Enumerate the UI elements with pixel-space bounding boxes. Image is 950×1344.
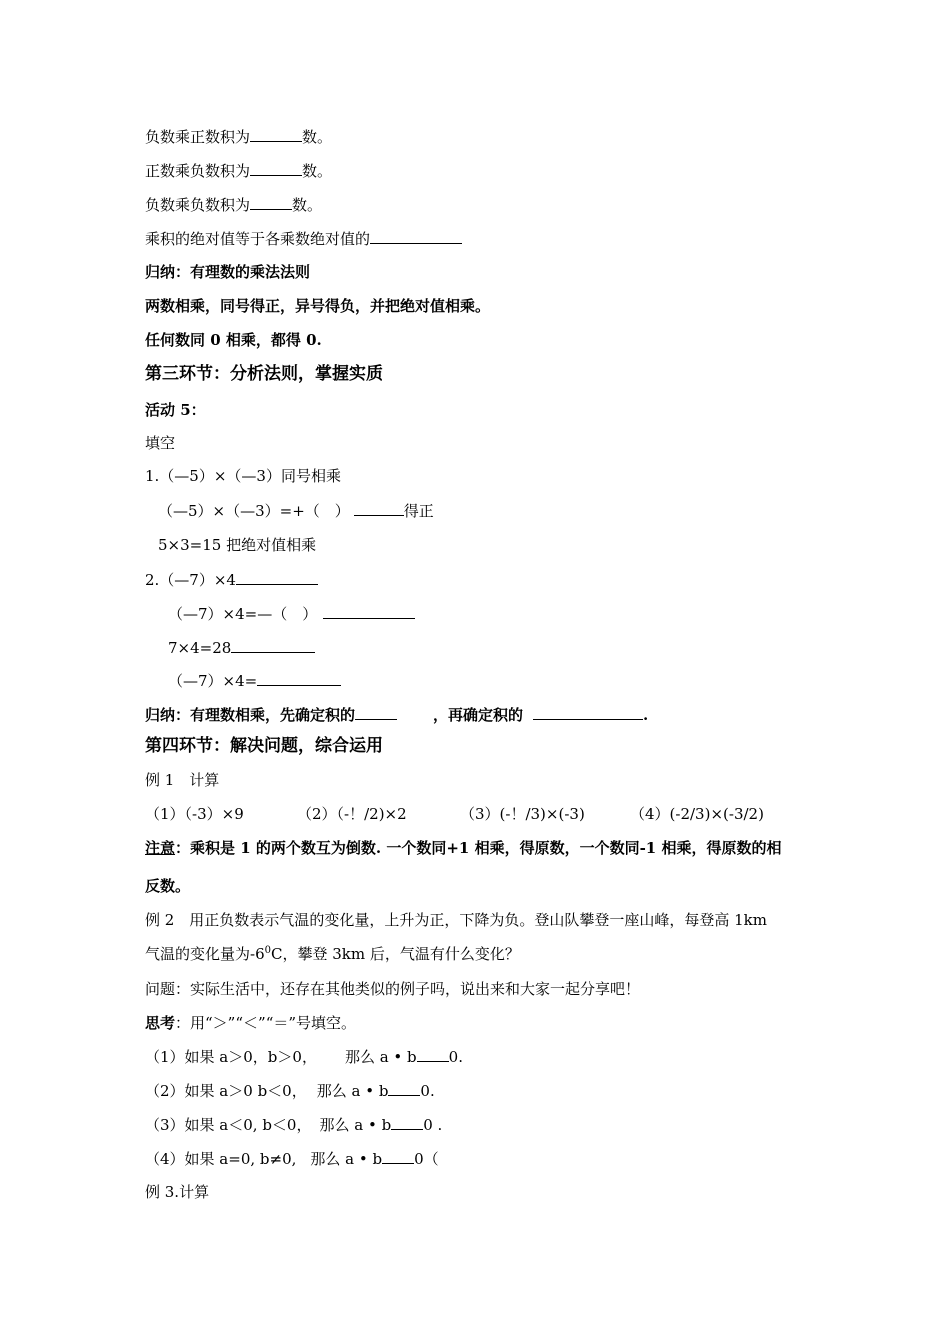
note-reciprocal: 注意：乘积是 1 的两个数互为倒数. 一个数同+1 相乘，得原数，一个数同-1 相乘，得原数的相 bbox=[145, 839, 782, 857]
activity-five: 活动 5： bbox=[145, 401, 206, 419]
fill-blank[interactable] bbox=[250, 194, 292, 210]
question-2: 2.（—7）×4 bbox=[145, 569, 318, 590]
line-positive-times-negative: 正数乘负数积为 数。 bbox=[145, 162, 333, 180]
example-1-item-4: （4）(-2/3)×(-3/2) bbox=[630, 805, 764, 823]
fill-blank[interactable] bbox=[391, 1114, 423, 1130]
rule-same-sign: 两数相乘，同号得正，异号得负，并把绝对值相乘。 bbox=[145, 297, 491, 315]
fill-blank[interactable] bbox=[533, 704, 643, 720]
example-2-line-1: 例 2 用正负数表示气温的变化量，上升为正，下降为负。登山队攀登一座山峰，每登高 1km bbox=[145, 911, 767, 929]
fill-blank[interactable] bbox=[323, 603, 415, 619]
question-1-step-a: （—5）×（—3）=+（ ） 得正 bbox=[158, 502, 434, 520]
think-item-3: （3）如果 a＜0, b＜0， 那么 a • b 0 . bbox=[145, 1116, 443, 1134]
section-four-title: 第四环节：解决问题，综合运用 bbox=[145, 736, 383, 756]
fill-blank[interactable] bbox=[388, 1080, 420, 1096]
fill-blank[interactable] bbox=[250, 126, 302, 142]
question-real-life: 问题：实际生活中，还存在其他类似的例子吗，说出来和大家一起分享吧！ bbox=[145, 980, 641, 998]
line-absolute-value: 乘积的绝对值等于各乘数绝对值的 bbox=[145, 228, 462, 249]
question-1-step-b: 5×3=15 把绝对值相乘 bbox=[158, 536, 317, 554]
example-1-item-3: （3）(-！/3)×(-3) bbox=[460, 805, 585, 823]
fill-blank[interactable] bbox=[355, 704, 397, 720]
example-1-title: 例 1 计算 bbox=[145, 771, 220, 789]
example-1-item-2: （2）（-！/2)×2 bbox=[297, 805, 407, 823]
think-item-4: （4）如果 a=0, b≠0, 那么 a • b 0（ bbox=[145, 1150, 439, 1168]
line-negative-times-negative: 负数乘负数积为 数。 bbox=[145, 196, 323, 214]
question-2-step-c: （—7）×4= bbox=[168, 670, 341, 691]
summary-heading: 归纳：有理数的乘法法则 bbox=[145, 263, 311, 281]
question-1: 1.（—5）×（—3）同号相乘 bbox=[145, 467, 341, 485]
fill-blank[interactable] bbox=[231, 637, 315, 653]
note-continuation: 反数。 bbox=[145, 877, 191, 895]
think-item-1: （1）如果 a＞0，b＞0， 那么 a • b 0. bbox=[145, 1048, 463, 1066]
rule-zero: 任何数同 0 相乘，都得 0. bbox=[145, 331, 322, 349]
fill-blank[interactable] bbox=[354, 500, 404, 516]
fill-blank[interactable] bbox=[250, 160, 302, 176]
fill-blank[interactable] bbox=[382, 1148, 414, 1164]
line-negative-times-positive: 负数乘正数积为 数。 bbox=[145, 128, 333, 146]
question-2-step-a: （—7）×4=—（ ） bbox=[168, 603, 415, 624]
example-3-title: 例 3.计算 bbox=[145, 1183, 210, 1201]
fill-blank[interactable] bbox=[417, 1046, 449, 1062]
think-item-2: （2）如果 a＞0 b＜0， 那么 a • b 0. bbox=[145, 1082, 435, 1100]
example-2-line-2: 气温的变化量为$-6^0C$，攀登 3km 后，气温有什么变化？ bbox=[145, 945, 520, 963]
example-1-item-1: （1）（-3）×9 bbox=[145, 805, 244, 823]
fill-in-label: 填空 bbox=[145, 434, 176, 452]
summary-sign-then-value: 归纳：有理数相乘，先确定积的 ，再确定积的 . bbox=[145, 706, 649, 724]
fill-blank[interactable] bbox=[370, 228, 462, 244]
fill-blank[interactable] bbox=[236, 569, 318, 585]
section-three-title: 第三环节：分析法则，掌握实质 bbox=[145, 364, 383, 384]
question-2-step-b: 7×4=28 bbox=[168, 637, 315, 658]
fill-blank[interactable] bbox=[257, 670, 341, 686]
think-heading: 思考：用“＞”“＜”“＝”号填空。 bbox=[145, 1014, 357, 1032]
